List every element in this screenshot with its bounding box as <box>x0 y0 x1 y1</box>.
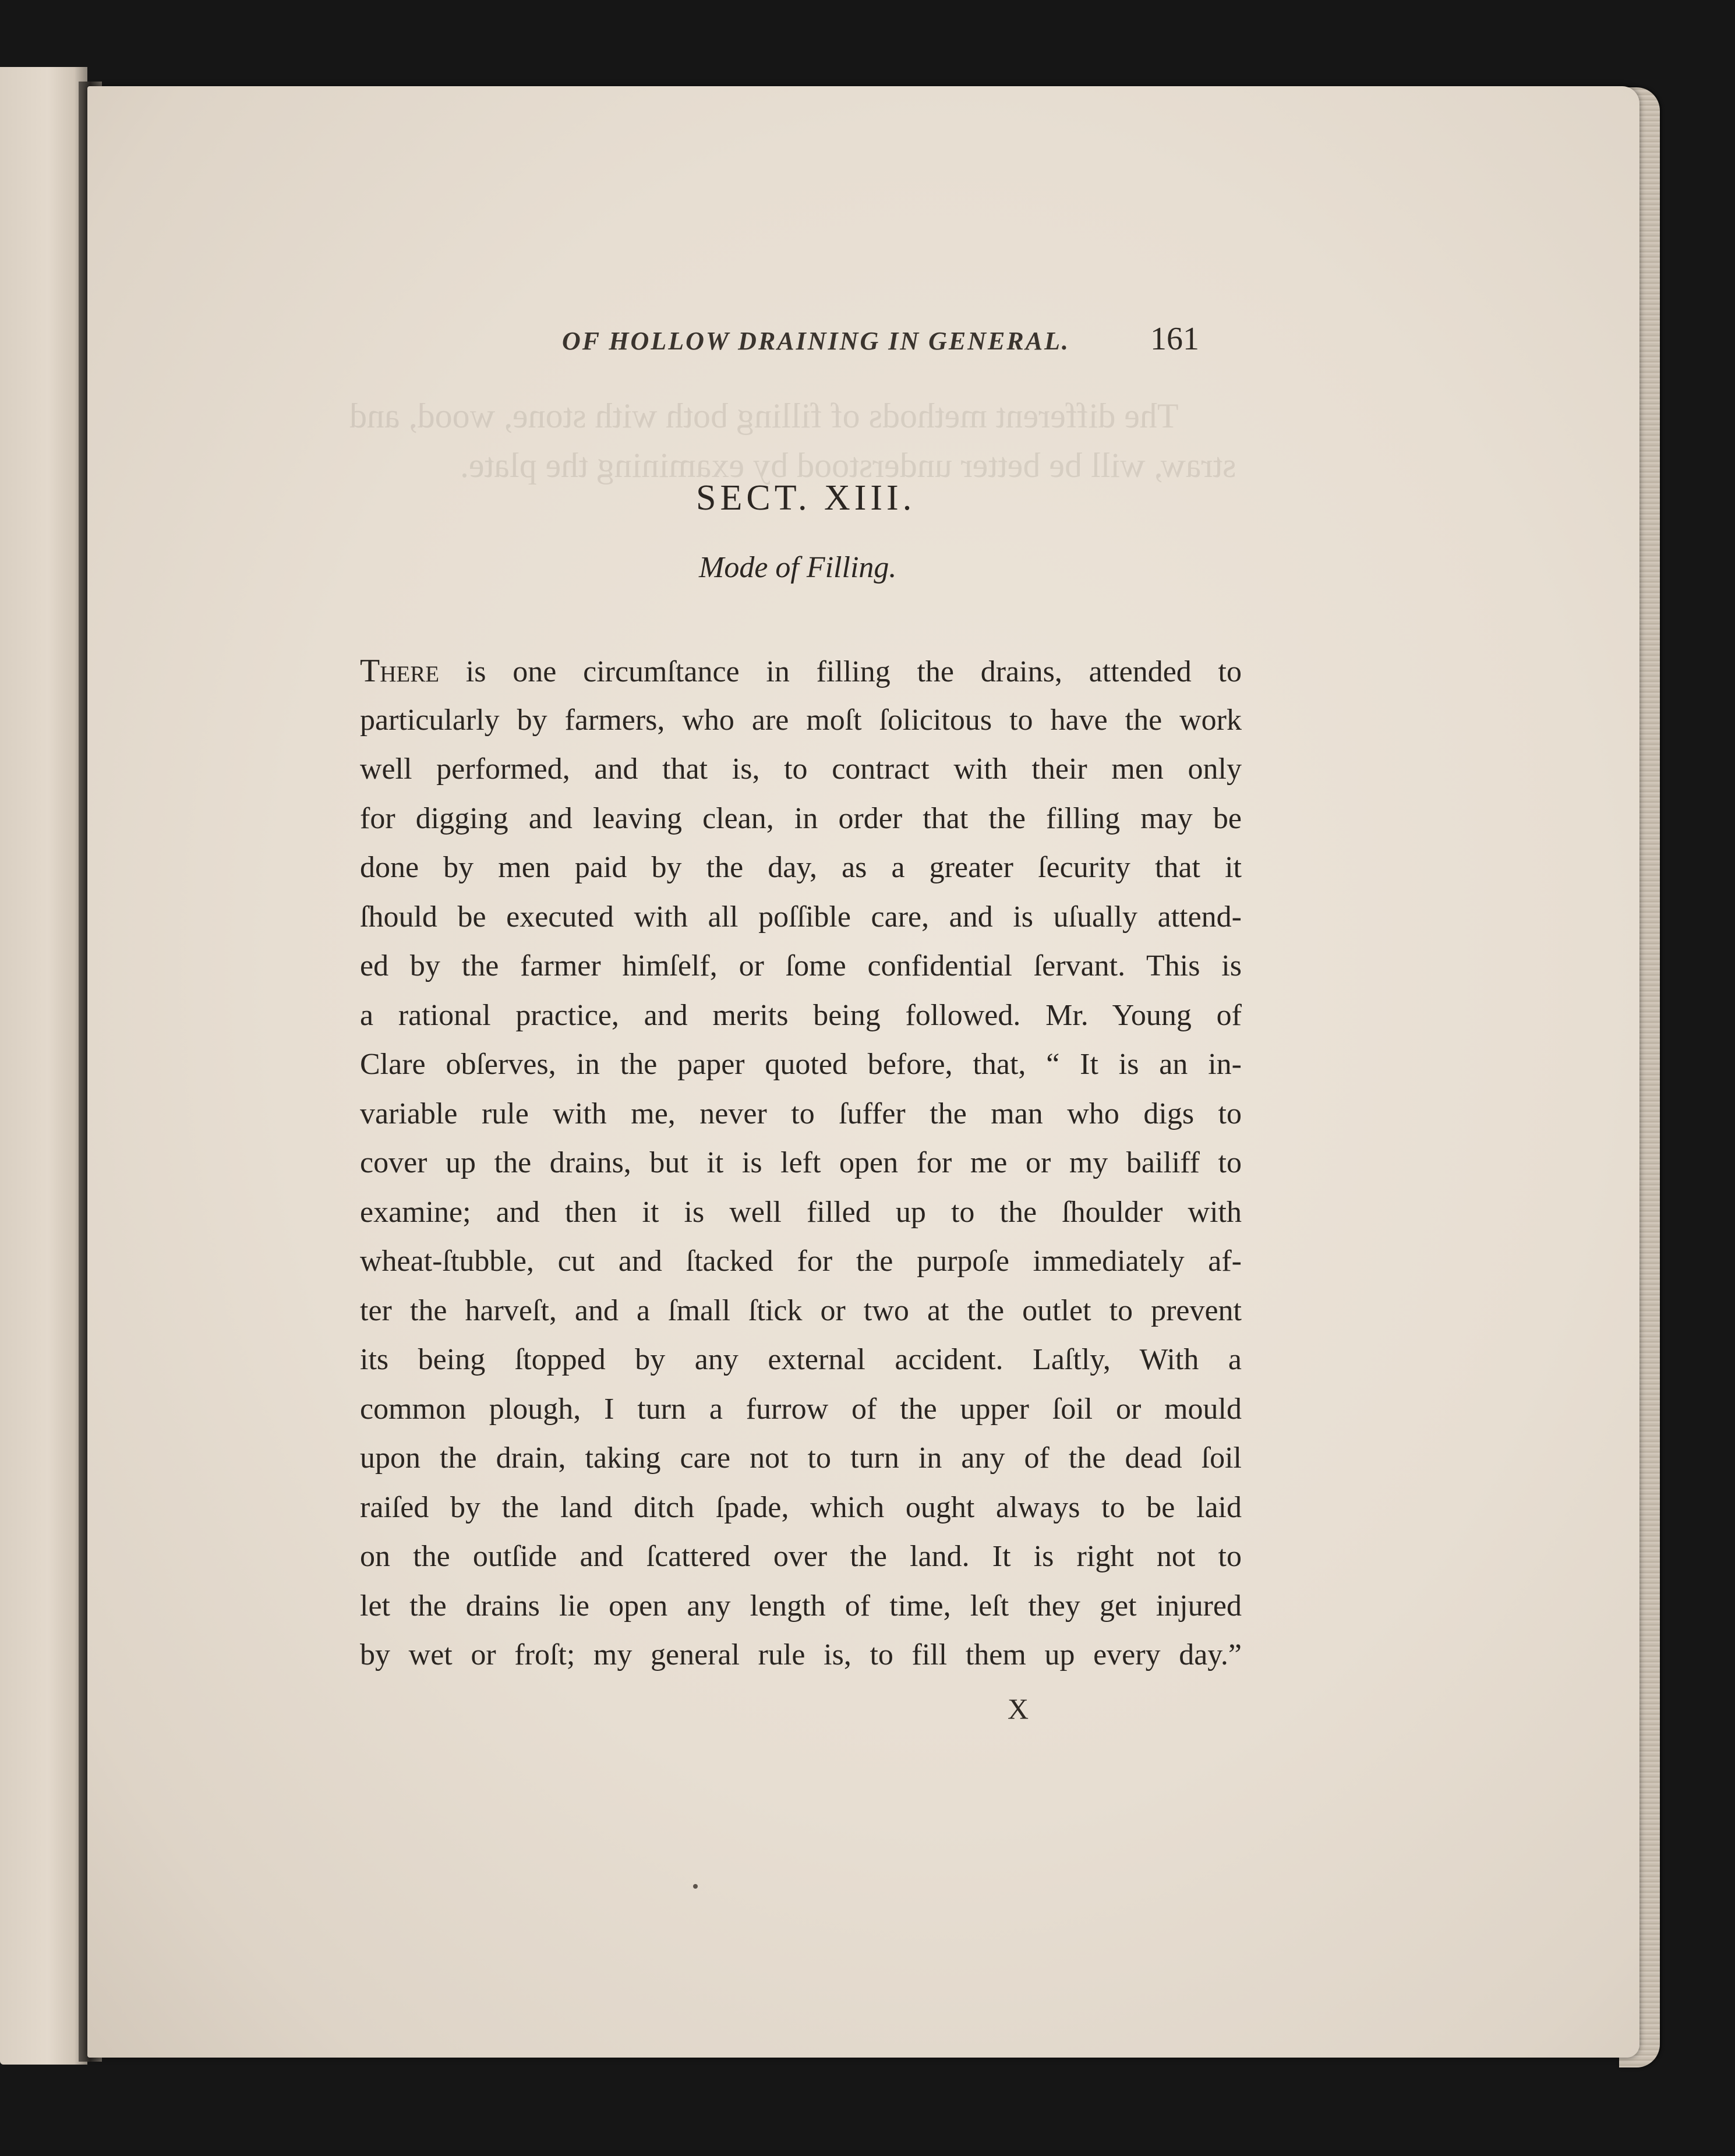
text-line: let the drains lie open any length of time, leſt they get injured <box>360 1589 1242 1623</box>
text-line: a rational practice, and merits being followed. Mr. Young of <box>360 998 1242 1032</box>
text-line: raiſed by the land ditch ſpade, which ought always to be laid <box>360 1490 1242 1524</box>
page-number: 161 <box>1150 321 1199 357</box>
text-line: its being ſtopped by any external accident. Laſtly, With a <box>360 1343 1242 1376</box>
text-line: done by men paid by the day, as a greater ſecurity that it <box>360 851 1242 884</box>
verso-page-edge <box>0 67 87 2065</box>
text-line-content: is one circumſtance in filling the drains, attended to <box>439 655 1242 688</box>
text-line: ter the harveſt, and a ſmall ſtick or two at the outlet to prevent <box>360 1293 1242 1327</box>
paper-speck <box>693 1884 698 1889</box>
signature-mark: X <box>1008 1692 1029 1725</box>
drop-word: There <box>360 653 440 689</box>
body-paragraph <box>360 646 1242 1680</box>
text-line: examine; and then it is well filled up to the ſhoulder with <box>360 1195 1242 1229</box>
text-line: well performed, and that is, to contract with their men only <box>360 752 1242 786</box>
text-line: variable rule with me, never to ſuffer the man who digs to <box>360 1097 1242 1130</box>
text-line: particularly by farmers, who are moſt ſolicitous to have the work <box>360 703 1242 737</box>
text-line: on the outſide and ſcattered over the land. It is right not to <box>360 1540 1242 1573</box>
text-line: Clare obſerves, in the paper quoted before, that, “ It is an in- <box>360 1048 1242 1081</box>
text-line: cover up the drains, but it is left open for me or my bailiff to <box>360 1146 1242 1179</box>
text-line: wheat-ſtubble, cut and ſtacked for the purpoſe immediately af- <box>360 1245 1242 1278</box>
section-subtitle: Mode of Filling. <box>699 551 897 584</box>
bleed-through-line: The different methods of filling both with stone, wood, and <box>349 397 1179 435</box>
running-head: OF HOLLOW DRAINING IN GENERAL. <box>562 327 1070 355</box>
text-line: ſhould be executed with all poſſible care, and is uſually attend- <box>360 900 1242 934</box>
text-line: ed by the farmer himſelf, or ſome confidential ſervant. This is <box>360 949 1242 982</box>
bleed-through-line: straw, will be better understood by examining the plate. <box>460 446 1236 485</box>
text-line: for digging and leaving clean, in order that the filling may be <box>360 801 1242 835</box>
text-line: by wet or froſt; my general rule is, to fill them up every day.” <box>360 1638 1242 1671</box>
text-line: upon the drain, taking care not to turn in any of the dead ſoil <box>360 1441 1242 1475</box>
section-heading: SECT. XIII. <box>696 478 916 518</box>
text-line <box>360 646 1242 696</box>
text-line: common plough, I turn a furrow of the upper ſoil or mould <box>360 1392 1242 1426</box>
